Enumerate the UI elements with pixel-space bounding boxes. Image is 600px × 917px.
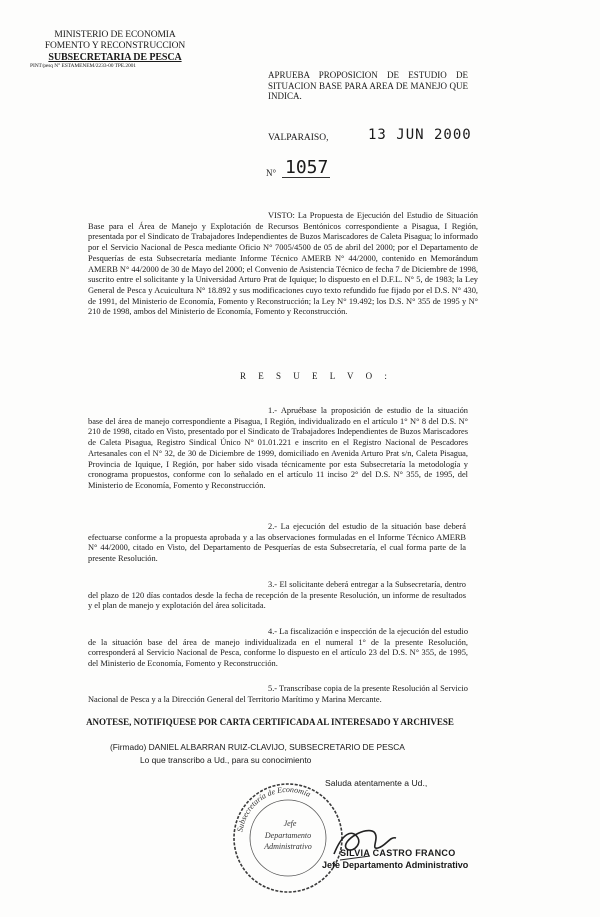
visto-paragraph: VISTO: La Propuesta de Ejecución del Estudio de Situación Base para el Área de Manejo y Explotación de Recursos Bentónicos correspondiente a Pisagua, I Región, presentada por el Sindicato de Trabajadores Independientes de Buzos Mariscadores de Caleta Pisagua; lo informado por el Servicio Nacional de Pesca mediante Oficio N° 7005/4500 de 05 de abril del 2000; por el Departamento de Pesquerías de esta Subsecretaría mediante Informe Técnico AMERB N° 44/2000, contenido en Memorándum AMERB N° 44/2000 de 30 de Mayo del 2000; el Convenio de Asistencia Técnico de fecha 7 de Diciembre de 1998, suscrito entre el solicitante y la Universidad Arturo Prat de Iquique; lo dispuesto en el D.F.L. N° 5, de 1983; la Ley General de Pesca y Acuicultura N° 18.892 y sus modificaciones cuyo texto refundido fue fijado por el D.S. N° 430, de 1991, del Ministerio de Economía, Fomento y Reconstrucción; la Ley N° 19.492; los D.S. N° 355 de 1995 y N° 210 de 1998, ambos del Ministerio de Economía, Fomento y Reconstrucción.: [88, 211, 478, 317]
item-1: [88, 406, 468, 492]
item-5: [88, 684, 468, 705]
resuelvo-heading: R E S U E L V O :: [240, 371, 392, 381]
transcribe-line: Lo que transcribo a Ud., para su conocimiento: [140, 755, 312, 765]
date-stamp: 13 JUN 2000: [368, 127, 472, 143]
closing-line: ANOTESE, NOTIFIQUESE POR CARTA CERTIFICADA AL INTERESADO Y ARCHIVESE: [86, 717, 454, 727]
ministry-line: MINISTERIO DE ECONOMIA: [54, 30, 176, 40]
stamp-inner-top: Jefe: [283, 819, 297, 828]
file-code: PINT/pesq N° ESTAMENEM/2233-00 TPE.2001: [30, 63, 136, 69]
item-4-number: 4.-: [268, 627, 278, 636]
subsecretaria-line: SUBSECRETARIA DE PESCA: [48, 52, 182, 63]
item-4: [88, 627, 468, 670]
item-3: [88, 580, 466, 612]
item-5-number: 5.-: [268, 684, 278, 693]
stamp-inner-bot: Administrativo: [264, 842, 312, 851]
ministry-line-2: FOMENTO Y RECONSTRUCCION: [44, 41, 186, 51]
item-1-number: 1.-: [268, 406, 278, 415]
item-3-number: 3.-: [268, 580, 278, 589]
salutation: Saluda atentamente a Ud.,: [325, 778, 428, 788]
number-label: N°: [266, 168, 277, 178]
item-4-text: La fiscalización e inspección de la ejecución del estudio de la situación base del área de manejo individualizada en el numeral 1° de la presente Resolución, corresponderá al Servicio Nacional de Pesca, conforme lo dispuesto en el artículo 23 del D.S. N° 355, de 1995, del Ministerio de Economía, Fomento y Reconstrucción.: [88, 627, 469, 669]
place: VALPARAISO,: [268, 133, 329, 143]
stamp-outer-text: Subsecretaría de Economía: [235, 784, 313, 833]
item-2-text: La ejecución del estudio de la situación base deberá efectuarse conforme a la propuesta aprobada y a las observaciones formuladas en el Informe Técnico AMERB N° 44/2000, citado en Visto, del Departamento de Pesquerías de esta Subsecretaría, el cual forma parte de la presente Resolución.: [88, 522, 466, 564]
stamp-inner-mid: Departamento: [264, 831, 312, 840]
signatory-name: SILVIA CASTRO FRANCO: [340, 848, 456, 858]
signed-by-line: (Firmado) DANIEL ALBARRAN RUIZ-CLAVIJO, SUBSECRETARIO DE PESCA: [110, 742, 405, 752]
item-1-text: Apruébase la proposición de estudio de la situación base del área de manejo correspondiente a Pisagua, I Región, individualizado en el artículo 1° N° 8 del D.S. N° 210 de 1998, citado en Visto, presentado por el Sindicato de Trabajadores Independientes de Buzos Mariscadores de Caleta Pisagua, Registro Sindical Único N° 01.01.221 e inscrito en el Registro Nacional de Pescadores Artesanales con el N° 32, de 30 de Diciembre de 1999, domiciliado en Avenida Arturo Prat s/n, Caleta Pisagua, Provincia de Iquique, I Región, por haber sido visada técnicamente por esta Subsecretaría la metodología y cronograma propuestos, conforme con lo señalado en el artículo 11 inciso 2° del D.S. N° 355, de 1995, del Ministerio de Economía, Fomento y Reconstrucción.: [88, 406, 468, 490]
subject: APRUEBA PROPOSICION DE ESTUDIO DE SITUACION BASE PARA AREA DE MANEJO QUE INDICA.: [268, 70, 468, 101]
item-2: [88, 522, 466, 565]
item-5-text: Transcríbase copia de la presente Resolución al Servicio Nacional de Pesca y a la Dirección General del Territorio Marítimo y Marina Mercante.: [88, 684, 468, 704]
item-3-text: El solicitante deberá entregar a la Subsecretaría, dentro del plazo de 120 días contados desde la fecha de recepción de la presente Resolución, un informe de resultados y el plan de manejo y explotación del área solicitada.: [88, 580, 466, 611]
number-underline: [282, 177, 330, 178]
handwritten-signature-icon: [330, 820, 400, 865]
item-2-number: 2.-: [268, 522, 278, 531]
letterhead: [30, 30, 200, 70]
signatory-title: Jefe Departamento Administrativo: [322, 860, 469, 870]
svg-text:Subsecretaría de Economía: [235, 785, 312, 833]
resolution-number: 1057: [285, 157, 329, 178]
